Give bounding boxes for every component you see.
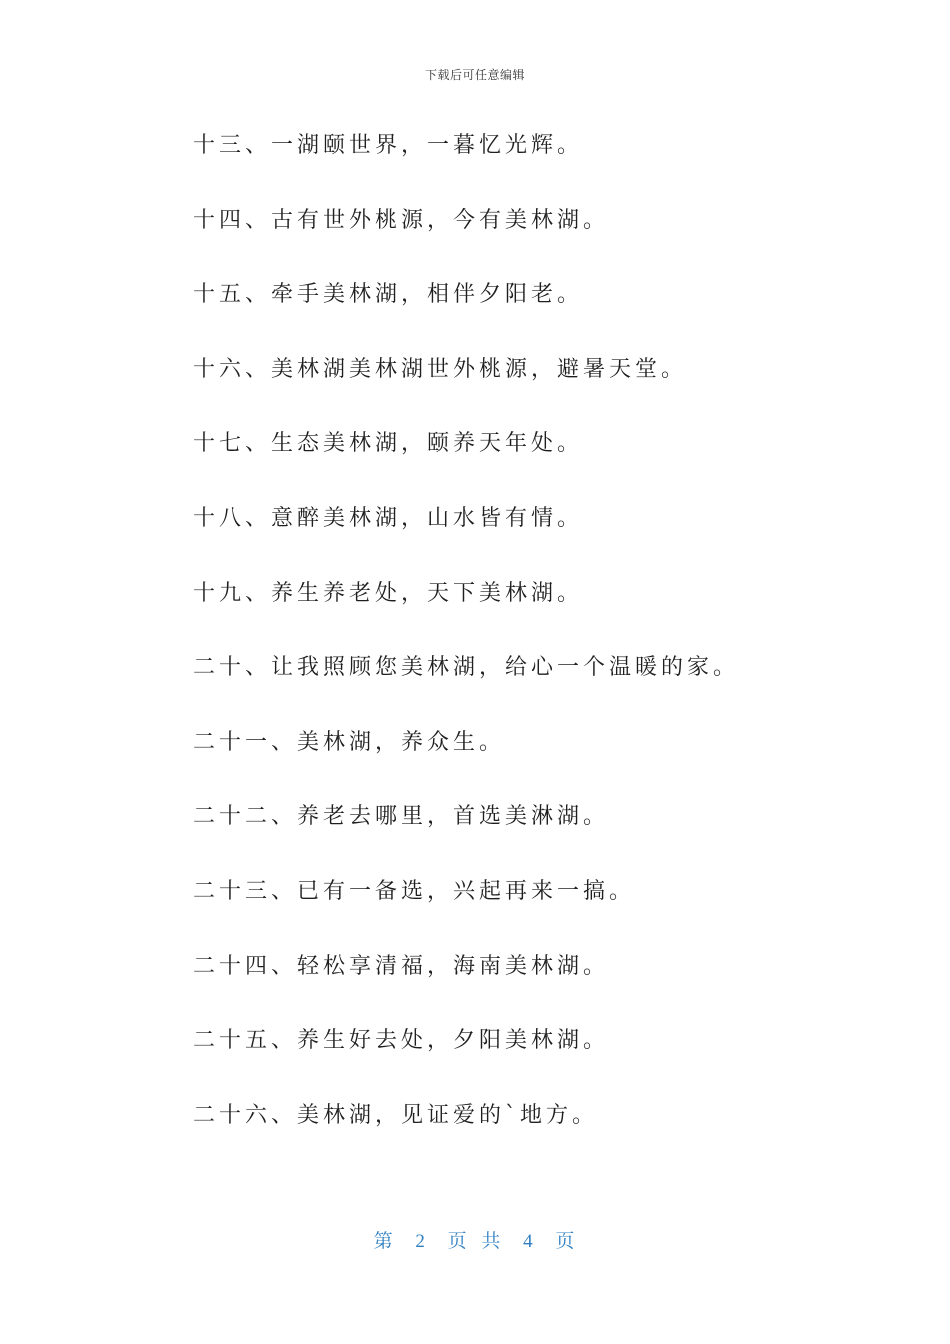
slogan-line-24: 二十四、轻松享清福，海南美林湖。 bbox=[193, 953, 610, 979]
footer-current-page: 2 bbox=[415, 1231, 427, 1252]
slogan-line-25: 二十五、养生好去处，夕阳美林湖。 bbox=[193, 1028, 610, 1054]
document-body bbox=[193, 128, 893, 1172]
slogan-line-17: 十七、生态美林湖，颐养天年处。 bbox=[193, 431, 584, 457]
slogan-line-15: 十五、牵手美林湖，相伴夕阳老。 bbox=[193, 282, 584, 308]
slogan-line-21: 二十一、美林湖，养众生。 bbox=[193, 729, 506, 755]
footer-suffix: 页 bbox=[555, 1231, 577, 1252]
footer-prefix: 第 bbox=[373, 1231, 395, 1252]
page-header: 下载后可任意编辑 bbox=[424, 68, 525, 82]
slogan-line-14: 十四、古有世外桃源，今有美林湖。 bbox=[193, 207, 610, 233]
footer-middle: 页 共 bbox=[447, 1231, 503, 1252]
slogan-line-20: 二十、让我照顾您美林湖，给心一个温暖的家。 bbox=[193, 655, 740, 681]
slogan-line-13: 十三、一湖颐世界，一暮忆光辉。 bbox=[193, 133, 584, 158]
slogan-line-22: 二十二、养老去哪里，首选美淋湖。 bbox=[193, 804, 610, 830]
slogan-line-26: 二十六、美林湖，见证爱的`地方。 bbox=[193, 1102, 599, 1128]
slogan-line-23: 二十三、已有一备选，兴起再来一搞。 bbox=[193, 878, 636, 904]
slogan-line-18: 十八、意醉美林湖，山水皆有情。 bbox=[193, 505, 584, 531]
page-footer bbox=[0, 1226, 950, 1253]
slogan-line-19: 十九、养生养老处，天下美林湖。 bbox=[193, 580, 584, 606]
footer-total-pages: 4 bbox=[523, 1231, 535, 1252]
slogan-line-16: 十六、美林湖美林湖世外桃源，避暑天堂。 bbox=[193, 356, 688, 382]
